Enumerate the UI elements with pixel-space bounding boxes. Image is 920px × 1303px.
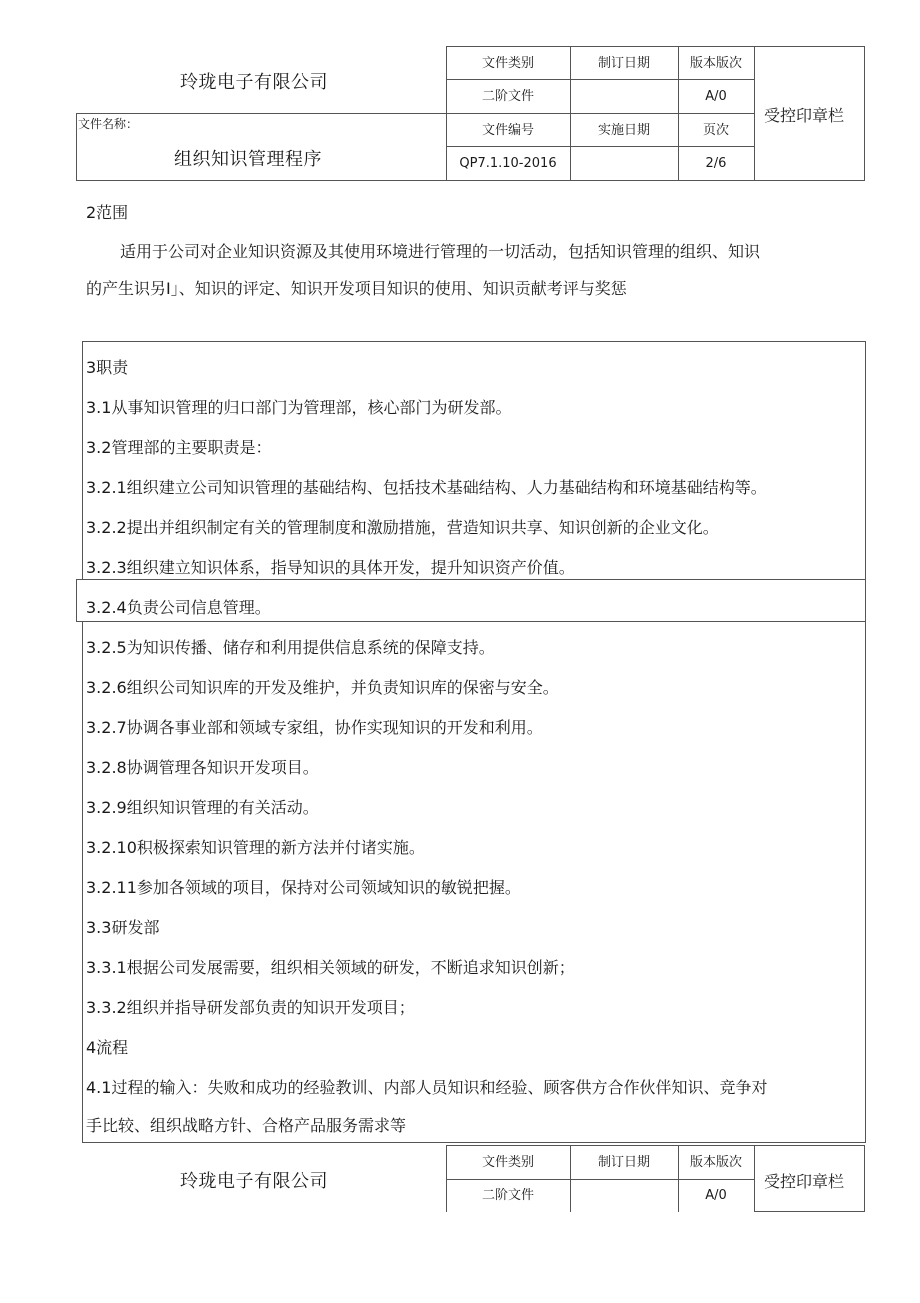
- footer-doc-type-value: 二阶文件: [481, 1188, 534, 1203]
- duty-item: 3.2.1组织建立公司知识管理的基础结构、包括技术基础结构、人力基础结构和环境基础结构等。: [86, 478, 767, 497]
- duty-item: 3.3.1根据公司发展需要，组织相关领域的研发，不断追求知识创新；: [86, 958, 575, 977]
- company-name: 玲珑电子有限公司: [180, 72, 328, 93]
- scope-text-line-2: 的产生识另I」、知识的评定、知识开发项目知识的使用、知识贡献考评与奖惩: [86, 279, 627, 298]
- version-value: A/0: [705, 89, 727, 104]
- page-value: 2/6: [705, 156, 727, 171]
- duty-item: 3.2.7协调各事业部和领域专家组，协作实现知识的开发和利用。: [86, 718, 543, 737]
- process-input-line-1: 4.1过程的输入：失败和成功的经验教训、内部人员知识和经验、顾客供方合作伙伴知识、竞争对: [86, 1078, 768, 1097]
- version-label: 版本版次: [689, 56, 742, 71]
- duty-item: 3.3.2组织并指导研发部负责的知识开发项目；: [86, 998, 415, 1017]
- duty-item: 3.2.2提出并组织制定有关的管理制度和激励措施，营造知识共享、知识创新的企业文化。: [86, 518, 719, 537]
- doc-type-label: 文件类别: [481, 56, 534, 71]
- process-heading: 4流程: [86, 1038, 129, 1057]
- process-input-line-2: 手比较、组织战略方针、合格产品服务需求等: [86, 1116, 407, 1135]
- duty-item: 3.2.8协调管理各知识开发项目。: [86, 758, 319, 777]
- duty-item: 3.2.10积极探索知识管理的新方法并付诸实施。: [86, 838, 425, 857]
- page-label: 页次: [702, 123, 729, 138]
- duty-item: 3.2.4负责公司信息管理。: [86, 598, 271, 617]
- revise-date-label: 制订日期: [597, 56, 650, 71]
- footer-stamp-area-label: 受控印章栏: [764, 1172, 845, 1191]
- rnd-heading: 3.3研发部: [86, 918, 160, 937]
- footer-version-value: A/0: [705, 1188, 727, 1203]
- scope-text-line-1: 适用于公司对企业知识资源及其使用环境进行管理的一切活动，包括知识管理的组织、知识: [120, 242, 761, 261]
- doc-no-label: 文件编号: [481, 123, 534, 138]
- duty-item: 3.1从事知识管理的归口部门为管理部，核心部门为研发部。: [86, 398, 512, 417]
- duty-item: 3.2.5为知识传播、储存和利用提供信息系统的保障支持。: [86, 638, 495, 657]
- doc-no-value: QP7.1.10-2016: [459, 156, 557, 171]
- footer-version-label: 版本版次: [689, 1155, 742, 1170]
- doc-type-value: 二阶文件: [481, 89, 534, 104]
- file-name: 组织知识管理程序: [174, 149, 322, 170]
- stamp-area-label: 受控印章栏: [764, 106, 845, 125]
- duty-item: 3.2.11参加各领域的项目，保持对公司领域知识的敏锐把握。: [86, 878, 521, 897]
- duty-item: 3.2管理部的主要职责是：: [86, 438, 272, 457]
- duty-item: 3.2.9组织知识管理的有关活动。: [86, 798, 319, 817]
- footer-revise-date-label: 制订日期: [597, 1155, 650, 1170]
- duty-item: 3.2.6组织公司知识库的开发及维护，并负责知识库的保密与安全。: [86, 678, 559, 697]
- footer-doc-type-label: 文件类别: [481, 1155, 534, 1170]
- footer-company-name: 玲珑电子有限公司: [180, 1171, 328, 1192]
- impl-date-label: 实施日期: [597, 123, 650, 138]
- duty-item: 3.2.3组织建立知识体系，指导知识的具体开发，提升知识资产价值。: [86, 558, 575, 577]
- scope-heading: 2范围: [86, 203, 129, 222]
- file-name-label: 文件名称：: [78, 117, 139, 131]
- duties-heading: 3职责: [86, 358, 129, 377]
